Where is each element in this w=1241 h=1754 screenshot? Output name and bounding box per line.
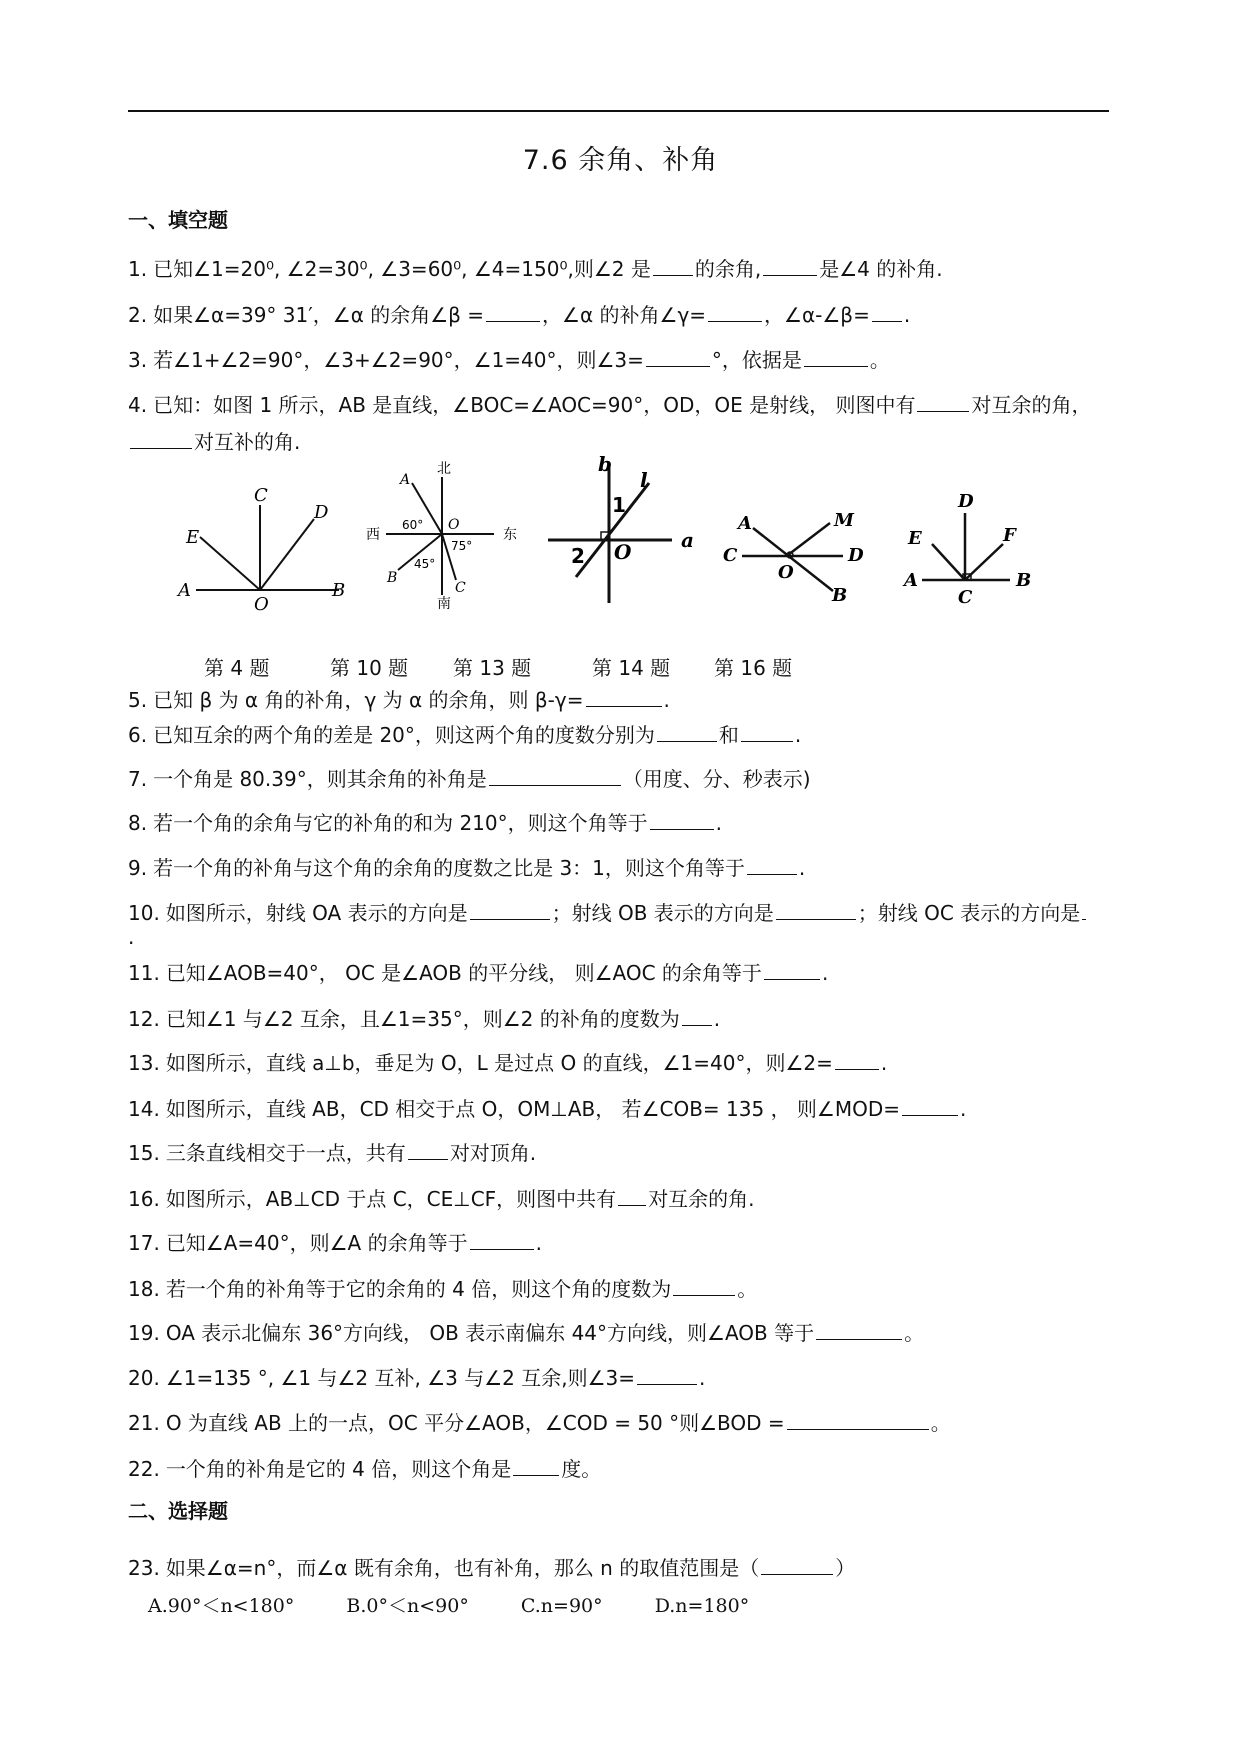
answer-blank[interactable]: [787, 1411, 929, 1430]
fig16-label-d: D: [958, 491, 974, 512]
fig4-label-d: D: [314, 502, 329, 523]
question-number: 13.: [128, 1051, 160, 1075]
fig13-label-1: 1: [612, 493, 626, 517]
question-text: 。: [737, 1277, 758, 1301]
section-fill-in: 一、填空题: [128, 208, 228, 232]
question-text: 若∠1+∠2=90°，∠3+∠2=90°，∠1=40°，则∠3=: [153, 348, 644, 372]
fig14-label-b: B: [832, 585, 848, 606]
answer-blank[interactable]: [513, 1457, 559, 1476]
answer-blank[interactable]: [586, 688, 662, 707]
question-text: ）: [835, 1556, 856, 1580]
question-number: 18.: [128, 1277, 160, 1301]
fig10-label-west: 西: [366, 527, 380, 543]
question-text: 若一个角的补角与这个角的余角的度数之比是 3：1，则这个角等于: [153, 856, 745, 880]
question-text: .: [798, 856, 806, 880]
caption-fig4: 第 4 题: [204, 656, 270, 680]
question-number: 3.: [128, 348, 148, 372]
question-text: .: [821, 961, 829, 985]
caption-fig16: 第 16 题: [714, 656, 793, 680]
question-15: [128, 1140, 536, 1166]
question-text: O 为直线 AB 上的一点，OC 平分∠AOB，∠COD = 50 °则∠BOD =: [165, 1411, 785, 1435]
question-21: [128, 1410, 951, 1436]
answer-blank[interactable]: [408, 1141, 448, 1160]
question-text: 如果∠α=n°，而∠α 既有余角，也有补角，那么 n 的取值范围是（: [165, 1556, 760, 1580]
question-number: 14.: [128, 1097, 160, 1121]
question-text: 。: [904, 1321, 925, 1345]
answer-blank[interactable]: [917, 393, 969, 412]
question-number: 16.: [128, 1187, 160, 1211]
fig10-label-b: B: [387, 570, 398, 586]
fig10-label-60: 60°: [402, 518, 424, 532]
answer-blank[interactable]: [657, 723, 717, 742]
answer-blank[interactable]: [761, 1556, 833, 1575]
question-number: 11.: [128, 961, 160, 985]
question-text: 和: [718, 723, 739, 747]
question-text: ；射线 OB 表示的方向是: [551, 901, 774, 925]
question-14: [128, 1096, 966, 1122]
answer-blank[interactable]: [872, 303, 902, 322]
question-11: [128, 960, 828, 986]
question-text: 已知∠AOB=40°， OC 是∠AOB 的平分线， 则∠AOC 的余角等于: [165, 961, 762, 985]
fig13-label-2: 2: [571, 544, 585, 568]
fig16-label-f: F: [1003, 525, 1016, 546]
question-text: .: [880, 1051, 888, 1075]
question-text: OA 表示北偏东 36°方向线， OB 表示南偏东 44°方向线，则∠AOB 等于: [165, 1321, 815, 1345]
answer-blank[interactable]: [130, 430, 192, 449]
question-text: 一个角的补角是它的 4 倍，则这个角是: [165, 1457, 512, 1481]
answer-blank[interactable]: [708, 303, 762, 322]
answer-blank[interactable]: [764, 961, 820, 980]
fig4-ray-oe: [200, 537, 260, 590]
answer-blank[interactable]: [747, 856, 797, 875]
question-text: .: [903, 303, 911, 327]
answer-blank[interactable]: [1082, 901, 1086, 920]
question-number: 6.: [128, 723, 148, 747]
question-text: 对互余的角，: [971, 393, 1092, 417]
question-13: [128, 1050, 887, 1076]
fig10-label-45: 45°: [414, 557, 436, 571]
question-text: 若一个角的补角等于它的余角的 4 倍，则这个角的度数为: [165, 1277, 672, 1301]
question-number: 1.: [128, 257, 148, 281]
question-number: 7.: [128, 767, 148, 791]
answer-blank[interactable]: [763, 257, 817, 276]
question-number: 4.: [128, 393, 148, 417]
answer-blank[interactable]: [902, 1097, 958, 1116]
question-10: [128, 900, 1088, 926]
fig14-label-o: O: [778, 562, 794, 583]
question-9: [128, 855, 805, 881]
fig13-label-a: a: [681, 528, 694, 552]
option-c[interactable]: C.n=90°: [520, 1595, 603, 1617]
q4-cont-text: 对互补的角.: [194, 430, 301, 454]
question-text: .: [715, 811, 722, 835]
q10-continuation: .: [128, 925, 135, 949]
question-text: 如图所示，直线 a⊥b，垂足为 O，L 是过点 O 的直线，∠1=40°，则∠2=: [165, 1051, 833, 1075]
question-text: 的余角,: [694, 257, 762, 281]
answer-blank[interactable]: [741, 723, 793, 742]
question-text: 是∠4 的补角.: [819, 257, 943, 281]
question-text: 三条直线相交于一点，共有: [165, 1141, 406, 1165]
question-text: 如图所示，射线 OA 表示的方向是: [165, 901, 468, 925]
fig10-label-c: C: [455, 580, 466, 596]
answer-blank[interactable]: [618, 1187, 646, 1206]
answer-blank[interactable]: [470, 901, 550, 920]
question-text: 如图所示，AB⊥CD 于点 C，CE⊥CF，则图中共有: [165, 1187, 617, 1211]
question-text: ∠1=135 °, ∠1 与∠2 互补, ∠3 与∠2 互余,则∠3=: [165, 1366, 636, 1390]
question-text: 。: [869, 348, 890, 372]
question-5: [128, 687, 670, 713]
question-text: 如图所示，直线 AB，CD 相交于点 O，OM⊥AB， 若∠COB= 135 ， 则∠MOD=: [165, 1097, 901, 1121]
fig14-label-a: A: [738, 513, 752, 534]
question-text: 已知∠A=40°，则∠A 的余角等于: [165, 1231, 468, 1255]
question-12: [128, 1006, 720, 1032]
question-text: ，∠α 的补角∠γ=: [542, 303, 707, 327]
caption-fig14: 第 14 题: [592, 656, 671, 680]
answer-blank[interactable]: [470, 1231, 534, 1250]
question-number: 17.: [128, 1231, 160, 1255]
question-text: 已知：如图 1 所示，AB 是直线，∠BOC=∠AOC=90°，OD，OE 是射线， 则图中有: [153, 393, 916, 417]
question-text: 已知 β 为 α 角的补角，γ 为 α 的余角，则 β-γ=: [153, 688, 584, 712]
question-22: [128, 1456, 601, 1482]
question-number: 20.: [128, 1366, 160, 1390]
q23-options: [148, 1591, 795, 1618]
answer-blank[interactable]: [816, 1321, 902, 1340]
question-text: 。: [930, 1411, 951, 1435]
answer-blank[interactable]: [653, 257, 693, 276]
question-18: [128, 1276, 757, 1302]
answer-blank[interactable]: [835, 1051, 879, 1070]
fig10-label-south: 南: [437, 596, 451, 612]
answer-blank[interactable]: [682, 1007, 712, 1026]
question-number: 10.: [128, 901, 160, 925]
fig14-label-m: M: [834, 510, 854, 531]
question-number: 19.: [128, 1321, 160, 1345]
fig10-label-east: 东: [503, 527, 517, 543]
question-text: 如果∠α=39° 31′，∠α 的余角∠β =: [153, 303, 485, 327]
question-1: [128, 256, 943, 282]
question-17: [128, 1230, 542, 1256]
fig10-label-75: 75°: [451, 539, 473, 553]
fig10-label-o: O: [448, 517, 460, 533]
question-text: （用度、分、秒表示): [622, 767, 811, 791]
fig10-label-a: A: [400, 472, 411, 488]
answer-blank[interactable]: [650, 811, 714, 830]
question-text: 已知互余的两个角的差是 20°，则这两个角的度数分别为: [153, 723, 655, 747]
question-text: .: [535, 1231, 542, 1255]
fig16-label-c: C: [958, 587, 973, 608]
fig4-label-b: B: [332, 580, 346, 601]
question-text: .: [960, 1097, 967, 1121]
question-16: [128, 1186, 755, 1212]
question-20: [128, 1365, 705, 1391]
fig4-label-o: O: [254, 594, 269, 615]
question-4: [128, 392, 1091, 418]
page-title: 7.6 余角、补角: [522, 145, 719, 176]
answer-blank[interactable]: [804, 348, 868, 367]
question-text: ，∠α-∠β=: [764, 303, 870, 327]
answer-blank[interactable]: [673, 1277, 735, 1296]
question-text: °，依据是: [711, 348, 802, 372]
question-text: 对互余的角.: [648, 1187, 755, 1211]
fig14-ray-om: [788, 523, 830, 555]
option-a[interactable]: A.90°＜n<180°: [148, 1595, 295, 1617]
option-d[interactable]: D.n=180°: [654, 1595, 750, 1617]
fig14-label-c: C: [723, 545, 738, 566]
question-number: 9.: [128, 856, 148, 880]
question-text: 若一个角的余角与它的补角的和为 210°，则这个角等于: [153, 811, 648, 835]
fig16-label-e: E: [908, 528, 922, 549]
question-7: [128, 766, 811, 792]
question-number: 15.: [128, 1141, 160, 1165]
question-number: 2.: [128, 303, 148, 327]
question-number: 23.: [128, 1556, 160, 1580]
answer-blank[interactable]: [486, 303, 540, 322]
fig16-label-a: A: [904, 570, 918, 591]
question-6: [128, 722, 801, 748]
question-text: .: [713, 1007, 721, 1031]
question-number: 12.: [128, 1007, 160, 1031]
fig16-label-b: B: [1016, 570, 1032, 591]
question-number: 5.: [128, 688, 148, 712]
question-text: 已知∠1 与∠2 互余，且∠1=35°，则∠2 的补角的度数为: [165, 1007, 680, 1031]
fig4-label-e: E: [186, 527, 200, 548]
fig10-label-north: 北: [437, 461, 451, 477]
fig13-label-o: O: [614, 540, 632, 564]
answer-blank[interactable]: [646, 348, 710, 367]
question-text: ；射线 OC 表示的方向是: [857, 901, 1081, 925]
fig13-label-l: l: [640, 468, 648, 492]
question-3: [128, 347, 890, 373]
top-rule: [128, 110, 1109, 112]
question-text: 一个角是 80.39°，则其余角的补角是: [153, 767, 487, 791]
caption-fig10: 第 10 题: [330, 656, 409, 680]
question-text: 度。: [561, 1457, 602, 1481]
question-number: 8.: [128, 811, 148, 835]
question-8: [128, 810, 722, 836]
question-number: 21.: [128, 1411, 160, 1435]
q4-continuation: [128, 426, 300, 455]
question-23: [128, 1555, 855, 1581]
fig4-ray-od: [260, 519, 314, 590]
question-text: 已知∠1=20⁰, ∠2=30⁰, ∠3=60⁰, ∠4=150⁰,则∠2 是: [153, 257, 651, 281]
option-b[interactable]: B.0°＜n<90°: [346, 1595, 469, 1617]
caption-fig13: 第 13 题: [453, 656, 532, 680]
figure-strip: [0, 455, 1241, 625]
question-text: .: [699, 1366, 706, 1390]
fig4-label-a: A: [178, 580, 191, 601]
answer-blank[interactable]: [489, 767, 621, 786]
fig14-label-d: D: [848, 545, 864, 566]
question-text: .: [794, 723, 802, 747]
fig16-ray-ce: [932, 544, 965, 580]
question-text: 对对顶角.: [449, 1141, 537, 1165]
fig4-label-c: C: [254, 485, 268, 506]
question-2: [128, 302, 910, 328]
question-number: 22.: [128, 1457, 160, 1481]
question-19: [128, 1320, 924, 1346]
section-choice: 二、选择题: [128, 1499, 228, 1523]
question-text: .: [663, 688, 670, 712]
answer-blank[interactable]: [637, 1366, 697, 1385]
fig13-label-b: b: [598, 455, 612, 476]
answer-blank[interactable]: [776, 901, 856, 920]
